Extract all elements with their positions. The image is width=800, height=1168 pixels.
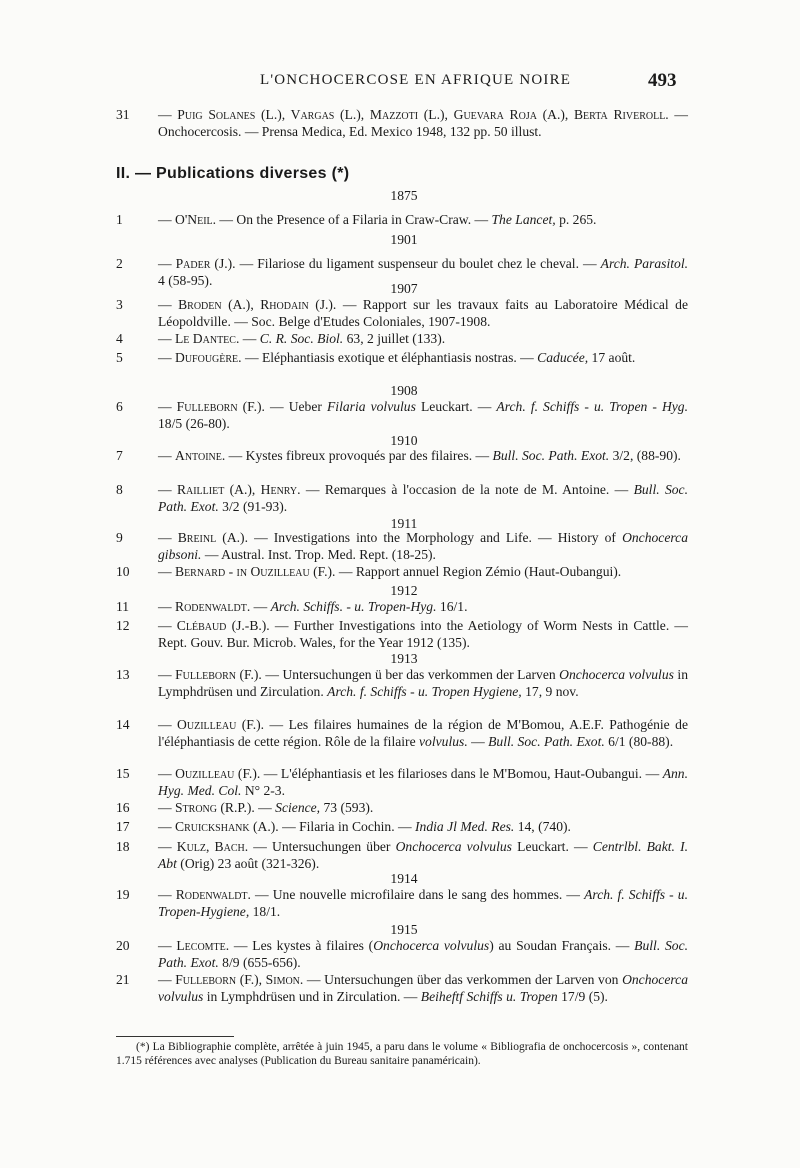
entry-source: Arch. f. Schiffs - u. Tropen Hygiene, bbox=[327, 684, 522, 699]
year-heading: 1912 bbox=[390, 583, 418, 598]
entry-text: — Rapport annuel Region Zémio (Haut-Oubangui). bbox=[335, 564, 622, 579]
entry-number: 3 bbox=[116, 297, 123, 312]
entry-number: 19 bbox=[116, 887, 130, 902]
entry-authors: Fulleborn (F.). bbox=[175, 667, 262, 682]
entry-text: 14, (740). bbox=[514, 819, 571, 834]
entry-authors: Fulleborn (F.), Simon. bbox=[175, 972, 304, 987]
entry-source: Science, bbox=[275, 800, 321, 815]
entry-text: p. 265. bbox=[555, 212, 597, 227]
entry-text: — Filaria in Cochin. — bbox=[278, 819, 416, 834]
bibliography-entry: 21 — Fulleborn (F.), Simon. — Untersuchungen über das verkommen der Larven von Onchocerca volvulus in Lymphdrüsen und in Zirculation. — Beiheftf Schiffs u. Tropen 17/9 (5). bbox=[116, 972, 688, 1004]
entry-authors: Kulz, Bach. bbox=[176, 839, 249, 854]
entry-authors: Le Dantec. bbox=[175, 331, 240, 346]
entry-text: N° 2-3. bbox=[241, 783, 286, 798]
entry-source: Onchocerca volvulus bbox=[158, 972, 688, 1004]
entry-text: 3/2, (88-90). bbox=[609, 448, 681, 463]
entry-source: Arch. f. Schiffs - u. Tropen-Hygiene, bbox=[158, 887, 688, 919]
entry-authors: Antoine. bbox=[175, 448, 226, 463]
bibliography-entry: 16 — Strong (R.P.). — Science, 73 (593). bbox=[116, 800, 374, 815]
year-heading: 1915 bbox=[390, 922, 418, 937]
entry-text: 63, 2 juillet (133). bbox=[343, 331, 446, 346]
entry-source: Arch. Parasitol. bbox=[600, 256, 688, 271]
entry-text: 17/9 (5). bbox=[557, 989, 608, 1004]
entry-text: — Ueber bbox=[264, 399, 327, 414]
entry-source: C. R. Soc. Biol. bbox=[259, 331, 344, 346]
entry-source: Centrlbl. Bakt. I. Abt bbox=[158, 839, 689, 871]
entry-text: (Orig) 23 août (321-326). bbox=[176, 856, 320, 871]
entry-number: 11 bbox=[116, 599, 130, 614]
entry-source: Onchocerca volvulus bbox=[559, 667, 674, 682]
entry-text: — Rapport sur les travaux faits au Laboratoire Médical de Léopoldville. — Soc. Belge d'Etudes Coloniales, 1907-1908. bbox=[158, 297, 688, 329]
entry-number: 10 bbox=[116, 564, 130, 579]
bibliography-entry: 7 — Antoine. — Kystes fibreux provoqués par des filaires. — Bull. Soc. Path. Exot. 3/2, (88-90). bbox=[116, 448, 681, 463]
entry-text: — bbox=[239, 331, 260, 346]
bibliography-entry: 4 — Le Dantec. — C. R. Soc. Biol. 63, 2 juillet (133). bbox=[116, 331, 446, 346]
entry-source: Caducée, bbox=[537, 350, 589, 365]
bibliography-entry: 10 — Bernard - in Ouzilleau (F.). — Rapport annuel Region Zémio (Haut-Oubangui). bbox=[116, 564, 622, 579]
entry-text: — Untersuchungen ü ber das verkommen der Larven bbox=[261, 667, 560, 682]
entry-text: 17, 9 nov. bbox=[521, 684, 579, 699]
entry-text: — Untersuchungen über das verkommen der Larven von bbox=[303, 972, 623, 987]
entry-text: Leuckart. — bbox=[511, 839, 593, 854]
entry-text: — On the Presence of a Filaria in Craw-Craw. — bbox=[216, 212, 492, 227]
year-heading: 1914 bbox=[390, 871, 418, 886]
entry-source: volvulus. bbox=[419, 734, 468, 749]
entry-number: 12 bbox=[116, 618, 130, 633]
entry-source: Arch. Schiffs. - u. Tropen-Hyg. bbox=[270, 599, 437, 614]
year-heading: 1875 bbox=[390, 188, 418, 203]
entry-authors: Pader (J.). bbox=[175, 256, 236, 271]
entry-authors: O'Neil. bbox=[175, 212, 217, 227]
bibliography-entry: 3 — Broden (A.), Rhodain (J.). — Rapport sur les travaux faits au Laboratoire Médical de Léopoldville. — Soc. Belge d'Etudes Coloniales, 1907-1908. bbox=[116, 297, 688, 329]
entry-number: 1 bbox=[116, 212, 123, 227]
entry-text: 18/1. bbox=[249, 904, 281, 919]
bibliography-entry: 20 — Lecomte. — Les kystes à filaires (Onchocerca volvulus) au Soudan Français. — Bull. Soc. Path. Exot. 8/9 (655-656). bbox=[116, 938, 689, 970]
entry-text: 73 (593). bbox=[320, 800, 374, 815]
entry-text: — Further Investigations into the Aetiology of Worm Nests in Cattle. — Rept. Gouv. Bur. Microb. Wales, for the Year 1912 (135). bbox=[158, 618, 688, 650]
entry-source: India Jl Med. Res. bbox=[415, 819, 515, 834]
entry-text: in Lymphdrüsen und Zirculation. bbox=[158, 667, 689, 699]
entry-text: — Onchocercosis. — Prensa Medica, Ed. Mexico 1948, 132 pp. 50 illust. bbox=[158, 107, 688, 139]
entry-number: 14 bbox=[116, 717, 130, 732]
entry-text: — L'éléphantiasis et les filarioses dans le M'Bomou, Haut-Oubangui. — bbox=[260, 766, 663, 781]
entry-source: Bull. Soc. Path. Exot. bbox=[158, 482, 688, 514]
entry-source: Filaria volvulus bbox=[327, 399, 416, 414]
entry-number: 5 bbox=[116, 350, 123, 365]
entry-text: 6/1 (80-88). bbox=[604, 734, 674, 749]
bibliography-entry: 8 — Railliet (A.), Henry. — Remarques à l'occasion de la note de M. Antoine. — Bull. Soc. Path. Exot. 3/2 (91-93). bbox=[116, 482, 688, 514]
entry-number: 15 bbox=[116, 766, 130, 781]
entry-authors: Ouzilleau (F.). bbox=[175, 766, 261, 781]
entry-number: 2 bbox=[116, 256, 123, 271]
entry-text: 3/2 (91-93). bbox=[218, 499, 288, 514]
bibliography-entry: 31 — Puig Solanes (L.), Vargas (L.), Mazzoti (L.), Guevara Roja (A.), Berta Riveroll. — Onchocercosis. — Prensa Medica, Ed. Mexico 1948, 132 pp. 50 illust. bbox=[116, 107, 688, 139]
entry-source: Onchocerca volvulus bbox=[395, 839, 512, 854]
entry-text: 4 (58-95). bbox=[158, 273, 213, 288]
entry-authors: Breinl (A.). bbox=[177, 530, 248, 545]
year-heading: 1911 bbox=[390, 516, 418, 531]
entry-number: 18 bbox=[116, 839, 130, 854]
entry-authors: Puig Solanes (L.), Vargas (L.), Mazzoti (L.), Guevara Roja (A.), Berta Riveroll. bbox=[177, 107, 669, 122]
entry-authors: Lecomte. bbox=[176, 938, 230, 953]
entry-source: Ann. Hyg. Med. Col. bbox=[158, 766, 688, 798]
entry-text: — Untersuchungen über bbox=[248, 839, 396, 854]
entry-text: 17 août. bbox=[588, 350, 636, 365]
entry-source: The Lancet, bbox=[491, 212, 556, 227]
entry-number: 21 bbox=[116, 972, 130, 987]
bibliography-entry: 2 — Pader (J.). — Filariose du ligament suspenseur du boulet chez le cheval. — Arch. Parasitol. 4 (58-95). bbox=[116, 256, 688, 288]
entry-text: 18/5 (26-80). bbox=[158, 416, 230, 431]
bibliography-entry: 12 — Clébaud (J.-B.). — Further Investigations into the Aetiology of Worm Nests in Cattle. — Rept. Gouv. Bur. Microb. Wales, for the Year 1912 (135). bbox=[116, 618, 688, 650]
entry-text: — bbox=[250, 599, 271, 614]
bibliography-entry: 11 — Rodenwaldt. — Arch. Schiffs. - u. Tropen-Hyg. 16/1. bbox=[116, 599, 468, 614]
bibliography-entry: 19 — Rodenwaldt. — Une nouvelle microfilaire dans le sang des hommes. — Arch. f. Schiffs - u. Tropen-Hygiene, 18/1. bbox=[116, 887, 688, 919]
entry-source: Bull. Soc. Path. Exot. bbox=[488, 734, 605, 749]
entry-number: 31 bbox=[116, 107, 130, 122]
bibliography-entry: 13 — Fulleborn (F.). — Untersuchungen ü ber das verkommen der Larven Onchocerca volvulus in Lymphdrüsen und Zirculation. Arch. f. Schiffs - u. Tropen Hygiene, 17, 9 nov. bbox=[116, 667, 689, 699]
entry-number: 6 bbox=[116, 399, 123, 414]
bibliography-entry: 15 — Ouzilleau (F.). — L'éléphantiasis et les filarioses dans le M'Bomou, Haut-Oubangui. — Ann. Hyg. Med. Col. N° 2-3. bbox=[116, 766, 688, 798]
entry-authors: Rodenwaldt. bbox=[175, 599, 251, 614]
entry-number: 17 bbox=[116, 819, 130, 834]
entry-number: 9 bbox=[116, 530, 123, 545]
entry-text: — bbox=[254, 800, 276, 815]
bibliography-entry: 6 — Fulleborn (F.). — Ueber Filaria volvulus Leuckart. — Arch. f. Schiffs - u. Tropen - Hyg. 18/5 (26-80). bbox=[116, 399, 688, 431]
entry-text: — Eléphantiasis exotique et éléphantiasis nostras. — bbox=[241, 350, 538, 365]
entry-number: 8 bbox=[116, 482, 123, 497]
entry-text: 8/9 (655-656). bbox=[218, 955, 301, 970]
year-heading: 1910 bbox=[390, 433, 418, 448]
footnote: (*) La Bibliographie complète, arrêtée à juin 1945, a paru dans le volume « Bibliografia de onchocercosis », contenant 1.715 références avec analyses (Publication du Bureau sanitaire panaméricain). bbox=[116, 1041, 688, 1067]
entry-authors: Cruickshank (A.). bbox=[175, 819, 279, 834]
bibliography-entry: 18 — Kulz, Bach. — Untersuchungen über Onchocerca volvulus Leuckart. — Centrlbl. Bakt. I. Abt (Orig) 23 août (321-326). bbox=[116, 839, 689, 871]
bibliography-entry: 17 — Cruickshank (A.). — Filaria in Cochin. — India Jl Med. Res. 14, (740). bbox=[116, 819, 571, 834]
entry-source: Bull. Soc. Path. Exot. bbox=[158, 938, 689, 970]
entry-authors: Strong (R.P.). bbox=[175, 800, 255, 815]
entry-text: in Lymphdrüsen und in Zirculation. — bbox=[203, 989, 421, 1004]
entry-authors: Ouzilleau (F.). bbox=[177, 717, 265, 732]
entry-authors: Broden (A.), Rhodain (J.). bbox=[178, 297, 337, 312]
entry-number: 16 bbox=[116, 800, 130, 815]
year-heading: 1908 bbox=[390, 383, 418, 398]
entry-text: — Investigations into the Morphology and Life. — History of bbox=[247, 530, 623, 545]
section-title: II. — Publications diverses (*) bbox=[116, 165, 350, 182]
entry-text: — Les kystes à filaires ( bbox=[229, 938, 374, 953]
year-heading: 1901 bbox=[390, 232, 418, 247]
entry-source: Onchocerca volvulus bbox=[373, 938, 490, 953]
entry-number: 7 bbox=[116, 448, 123, 463]
entry-source: Arch. f. Schiffs - u. Tropen - Hyg. bbox=[496, 399, 688, 414]
bibliography-entry: 14 — Ouzilleau (F.). — Les filaires humaines de la région de M'Bomou, A.E.F. Pathogénie de l'éléphantiasis de cette région. Rôle de la filaire volvulus. — Bull. Soc. Path. Exot. 6/1 (80-88). bbox=[116, 717, 688, 749]
entry-authors: Clébaud (J.-B.). bbox=[176, 618, 270, 633]
entry-text: — Kystes fibreux provoqués par des filaires. — bbox=[225, 448, 493, 463]
entry-source: Beiheftf Schiffs u. Tropen bbox=[420, 989, 558, 1004]
entry-number: 13 bbox=[116, 667, 130, 682]
entry-text: — Remarques à l'occasion de la note de M. Antoine. — bbox=[300, 482, 634, 497]
page-number: 493 bbox=[648, 70, 677, 91]
running-head: L'ONCHOCERCOSE EN AFRIQUE NOIRE bbox=[260, 72, 572, 88]
entry-text: Leuckart. — bbox=[415, 399, 497, 414]
entry-text: — Austral. Inst. Trop. Med. Rept. (18-25). bbox=[201, 547, 436, 562]
entry-text: — Les filaires humaines de la région de M'Bomou, A.E.F. Pathogénie de l'éléphantiasis de cette région. Rôle de la filaire bbox=[158, 717, 688, 749]
entry-source: Bull. Soc. Path. Exot. bbox=[492, 448, 610, 463]
entry-authors: Railliet (A.), Henry. bbox=[176, 482, 301, 497]
bibliography-entry: 5 — Dufougère. — Eléphantiasis exotique et éléphantiasis nostras. — Caducée, 17 août. bbox=[116, 350, 636, 365]
entry-text: ) au Soudan Français. — bbox=[489, 938, 635, 953]
entry-number: 4 bbox=[116, 331, 123, 346]
year-heading: 1913 bbox=[390, 651, 418, 666]
footnote-rule bbox=[116, 1036, 234, 1037]
entry-authors: Dufougère. bbox=[175, 350, 242, 365]
entry-authors: Fulleborn (F.). bbox=[176, 399, 265, 414]
entry-source: Onchocerca gibsoni. bbox=[158, 530, 688, 562]
entry-text: — Une nouvelle microfilaire dans le sang des hommes. — bbox=[250, 887, 585, 902]
entry-text: — bbox=[467, 734, 489, 749]
entry-text: 16/1. bbox=[436, 599, 468, 614]
year-heading: 1907 bbox=[390, 281, 418, 296]
entry-authors: Rodenwaldt. bbox=[175, 887, 251, 902]
bibliography-entry: 9 — Breinl (A.). — Investigations into the Morphology and Life. — History of Onchocerca gibsoni. — Austral. Inst. Trop. Med. Rept. (18-25). bbox=[116, 530, 688, 562]
entry-number: 20 bbox=[116, 938, 130, 953]
entry-authors: Bernard - in Ouzilleau (F.). bbox=[175, 564, 336, 579]
entry-text: — Filariose du ligament suspenseur du boulet chez le cheval. — bbox=[235, 256, 601, 271]
bibliography-entry: 1 — O'Neil. — On the Presence of a Filaria in Craw-Craw. — The Lancet, p. 265. bbox=[116, 212, 597, 227]
